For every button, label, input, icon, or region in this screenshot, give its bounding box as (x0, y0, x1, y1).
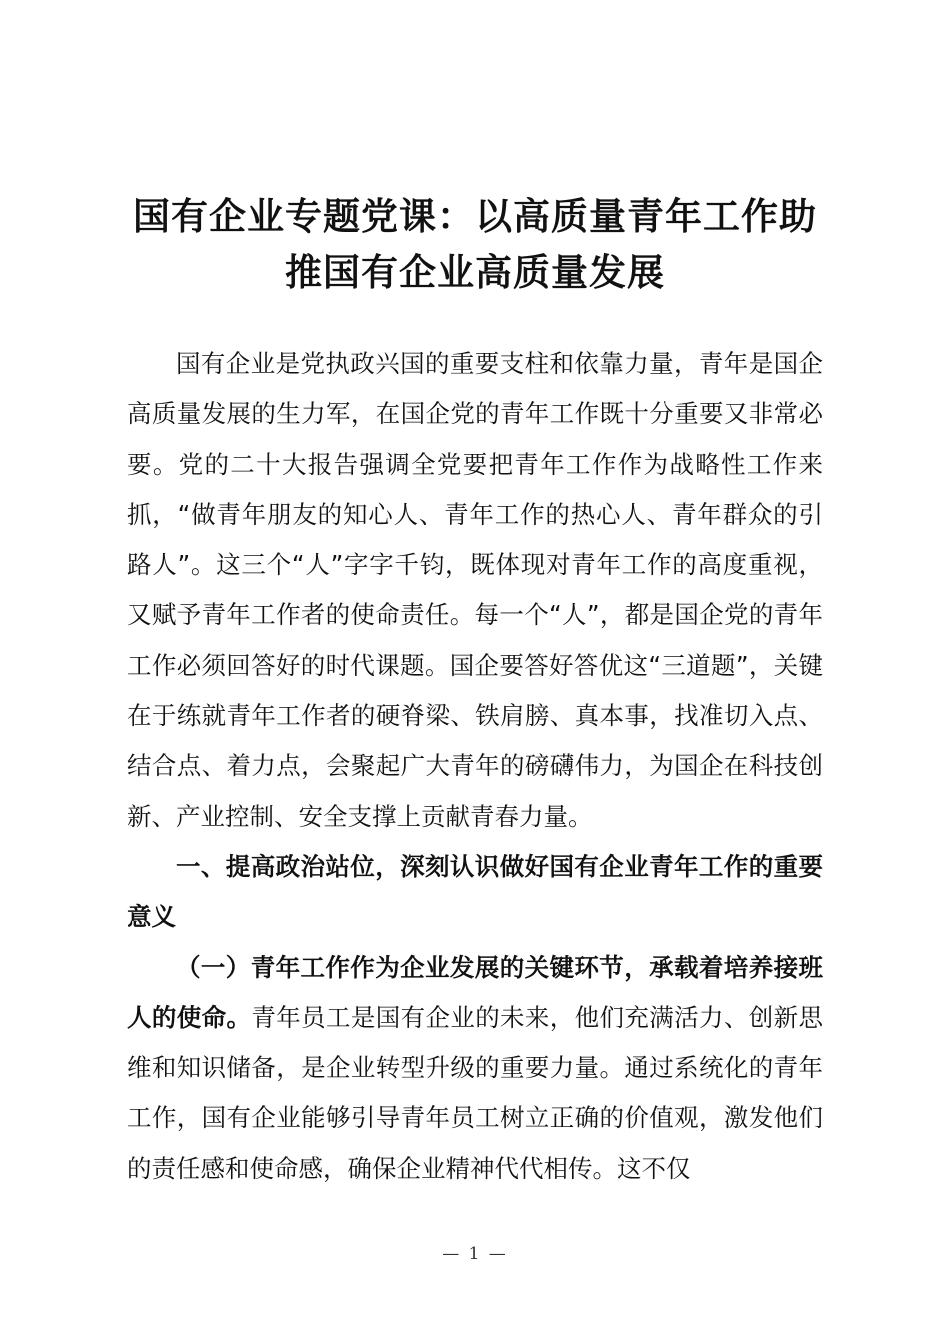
document-body (127, 339, 823, 1194)
intro-paragraph: 国有企业是党执政兴国的重要支柱和依靠力量，青年是国企高质量发展的生力军，在国企党的青年工作既十分重要又非常必要。党的二十大报告强调全党要把青年工作作为战略性工作来抓，“做青年朋友的知心人、青年工作的热心人、青年群众的引路人”。这三个“人”字字千钧，既体现对青年工作的高度重视，又赋予青年工作者的使命责任。每一个“人”，都是国企党的青年工作必须回答好的时代课题。国企要答好答优这“三道题”，关键在于练就青年工作者的硬脊梁、铁肩膀、真本事，找准切入点、结合点、着力点，会聚起广大青年的磅礴伟力，为国企在科技创新、产业控制、安全支撑上贡献青春力量。 (127, 349, 823, 831)
subsection-heading-1: （一）青年工作作为企业发展的关键环节，承载着培养接班人的使命。 (127, 952, 823, 1032)
page-number: — 1 — (442, 1244, 508, 1264)
subsection-paragraph-1-text: 青年员工是国有企业的未来，他们充满活力、创新思维和知识储备，是企业转型升级的重要力量。通过系统化的青年工作，国有企业能够引导青年员工树立正确的价值观，激发他们的责任感和使命感，确保企业精神代代相传。这不仅 (127, 1002, 824, 1183)
title-line-1: 国有企业专题党课：以高质量青年工作助 (133, 194, 817, 238)
subsection-paragraph-1 (127, 943, 823, 1194)
document-title (0, 188, 950, 300)
section-heading-1: 一、提高政治站位，深刻认识做好国有企业青年工作的重要意义 (127, 851, 823, 932)
title-line-2: 推国有企业高质量发展 (285, 250, 665, 294)
